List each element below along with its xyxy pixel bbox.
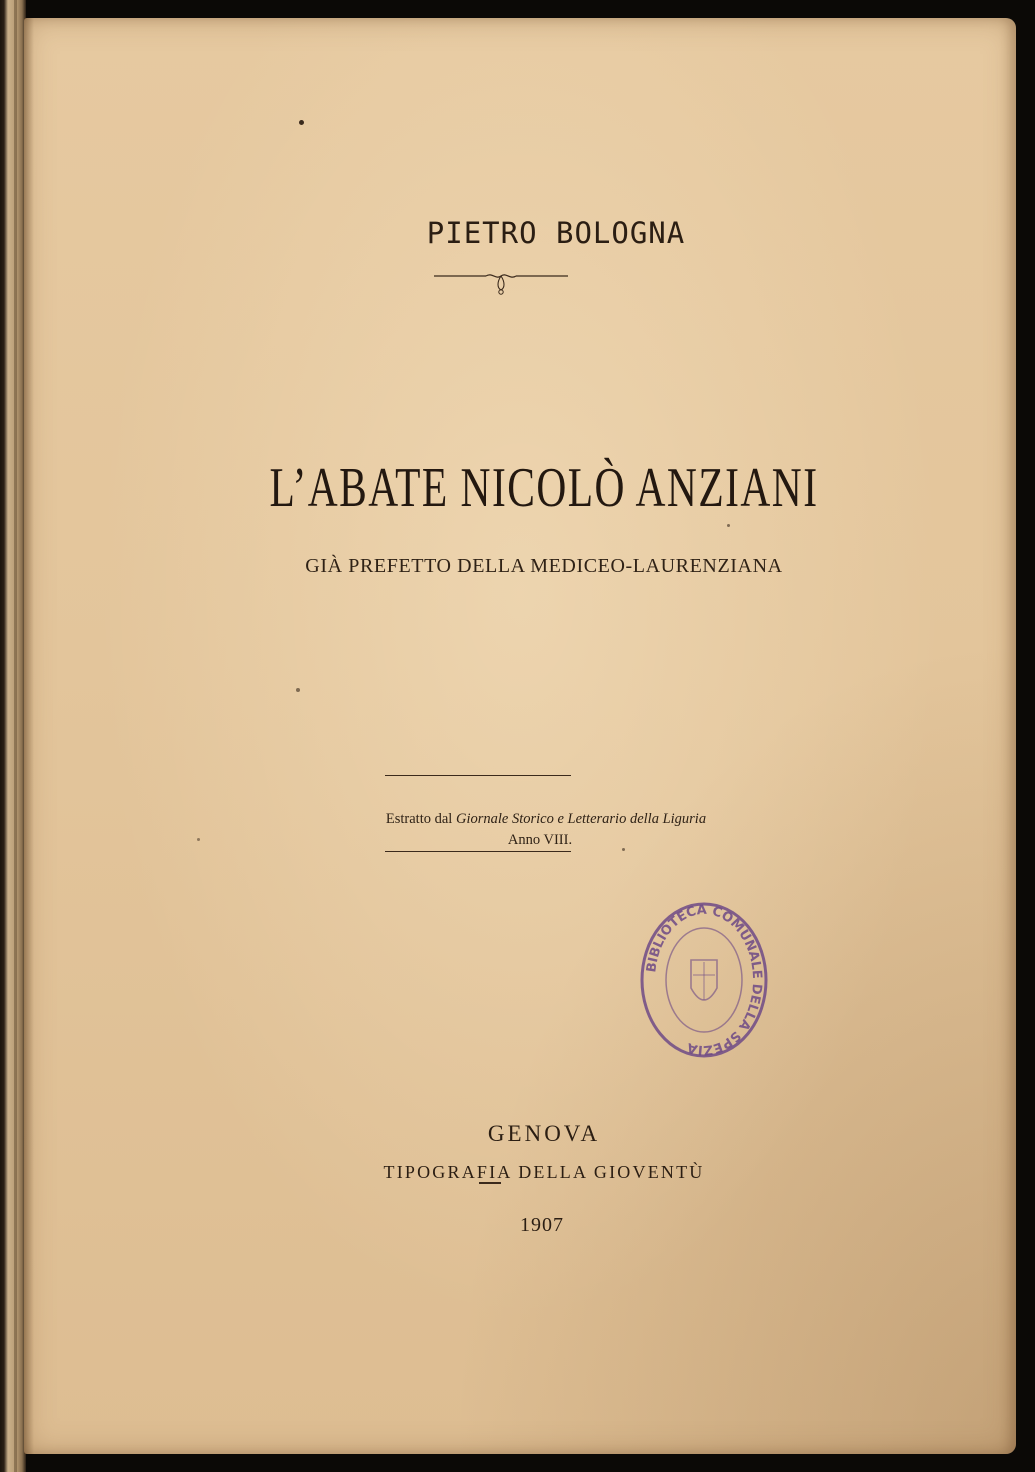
paper-speck bbox=[622, 848, 625, 851]
paper-speck bbox=[197, 838, 200, 841]
book-subtitle: GIÀ PREFETTO DELLA MEDICEO-LAURENZIANA bbox=[305, 555, 783, 577]
rule-top bbox=[385, 775, 571, 776]
title-page bbox=[24, 18, 1016, 1454]
imprint-dash bbox=[479, 1182, 501, 1184]
extract-note bbox=[50, 811, 1035, 828]
library-stamp-icon bbox=[637, 900, 771, 1060]
rule-bottom bbox=[385, 851, 571, 852]
paper-speck bbox=[299, 120, 304, 125]
book-title: L’ABATE NICOLÒ ANZIANI bbox=[269, 457, 819, 519]
imprint-city: GENOVA bbox=[487, 1121, 601, 1146]
paper-speck bbox=[727, 524, 730, 527]
book-spine bbox=[0, 0, 26, 1472]
author-name: PIETRO BOLOGNA bbox=[426, 216, 686, 250]
imprint-year: 1907 bbox=[520, 1214, 564, 1236]
spine-edge bbox=[14, 0, 17, 1472]
svg-text:BIBLIOTECA COMUNALE DELLA SPEZ: BIBLIOTECA COMUNALE DELLA SPEZIA bbox=[644, 902, 765, 1058]
ornament-divider-icon bbox=[434, 268, 568, 298]
page-gutter-shadow bbox=[24, 18, 34, 1454]
paper-speck bbox=[296, 688, 300, 692]
extract-prefix: Estratto dal bbox=[385, 811, 456, 827]
journal-name: Giornale Storico e Letterario della Liguria bbox=[455, 811, 707, 827]
extract-year: Anno VIII. bbox=[507, 832, 573, 848]
imprint-printer: TIPOGRAFIA DELLA GIOVENTÙ bbox=[383, 1162, 705, 1182]
